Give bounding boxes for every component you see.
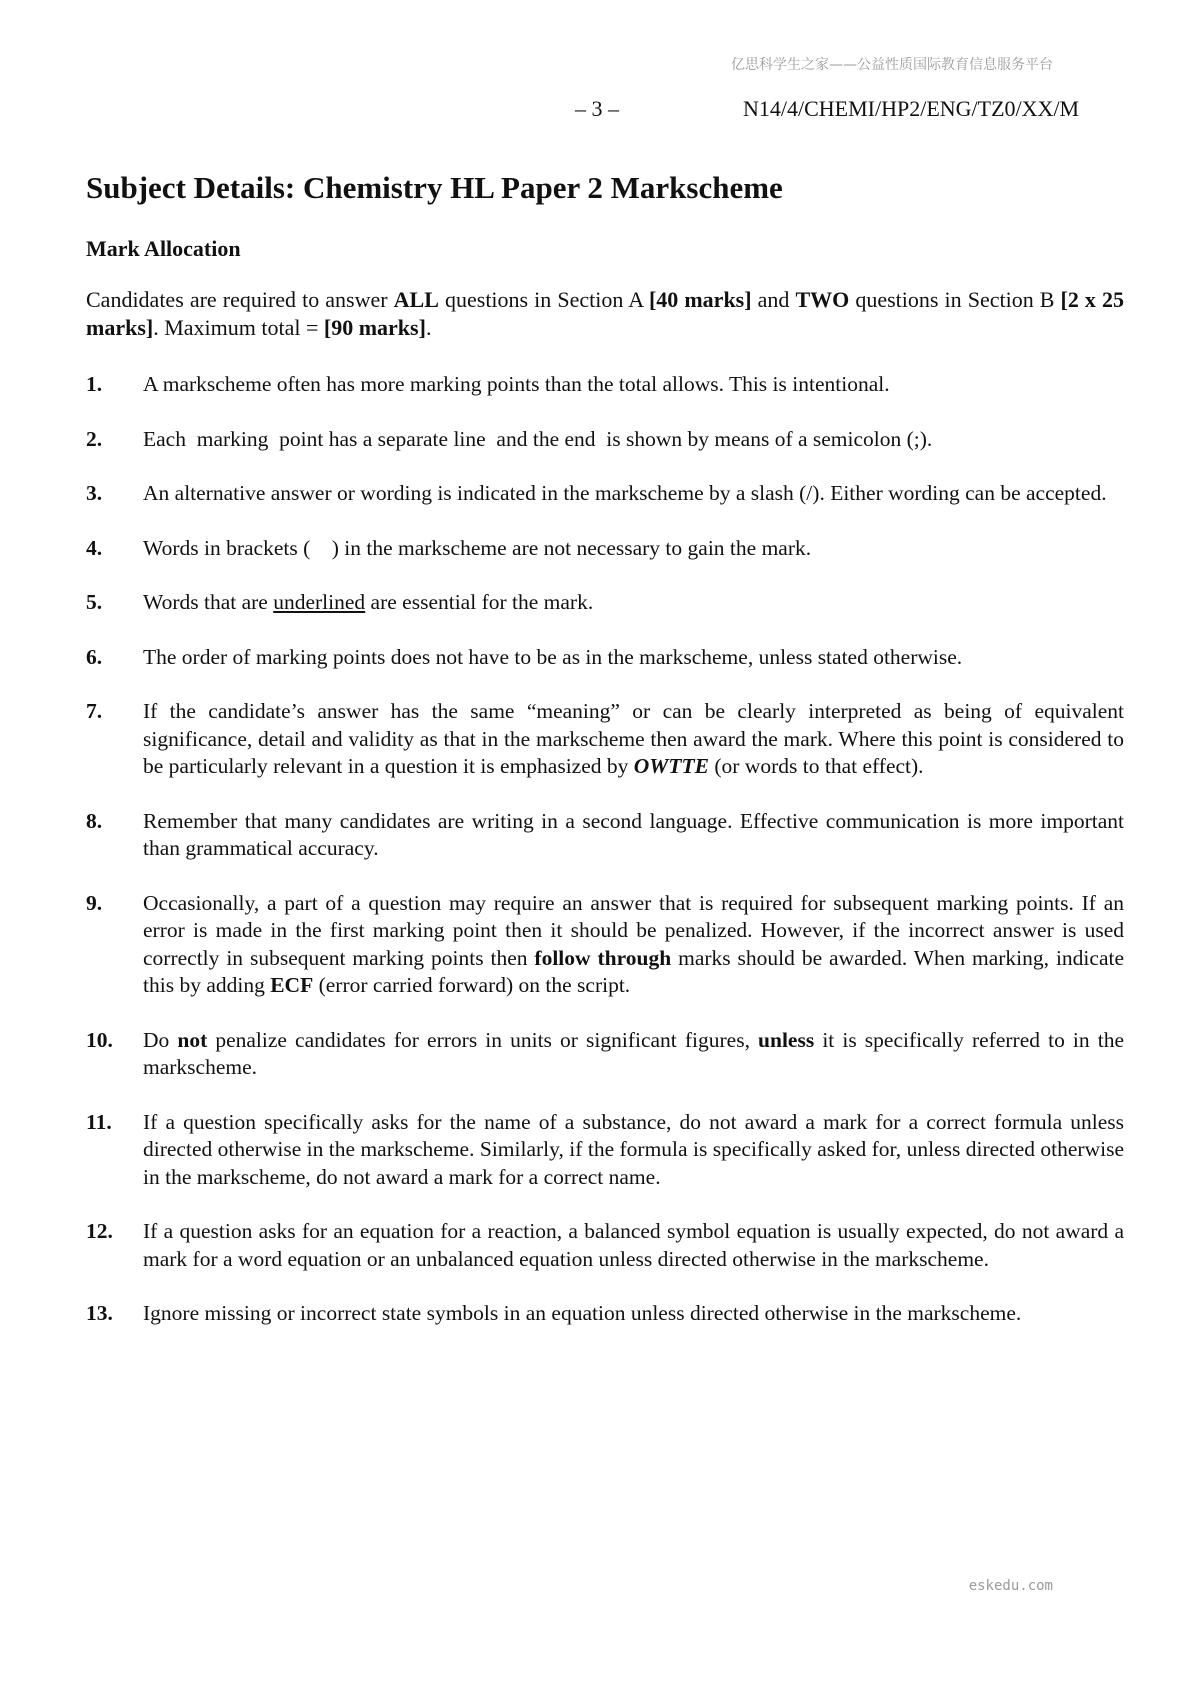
- rule-text: Do not penalize candidates for errors in units or significant figures, unless it is specifically referred to in the markscheme.: [143, 1027, 1124, 1079]
- rule-number: 1.: [86, 372, 103, 396]
- rule-number: 11.: [86, 1109, 112, 1134]
- rule-number: 6.: [86, 644, 103, 669]
- rule-text: Remember that many candidates are writing in a second language. Effective communication is more important than grammatical accuracy.: [143, 808, 1124, 860]
- rule-text: An alternative answer or wording is indicated in the markscheme by a slash (/). Either wording can be accepted.: [143, 481, 1107, 505]
- section-heading: Mark Allocation: [86, 236, 241, 261]
- rule-text: If a question specifically asks for the name of a substance, do not award a mark for a correct formula unless directed otherwise in the markscheme. Similarly, if the formula is specifically asked for, unless directed otherwise in the markscheme, do not award a mark for a correct name.: [143, 1109, 1124, 1189]
- watermark-top: 亿思科学生之家——公益性质国际教育信息服务平台: [731, 57, 1053, 73]
- rule-number: 2.: [86, 426, 103, 451]
- rule-item: [86, 589, 1124, 617]
- rule-number: 3.: [86, 481, 103, 505]
- rule-item: [86, 371, 1124, 399]
- rule-item: [86, 480, 1124, 508]
- rule-item: [86, 1300, 1124, 1328]
- rule-text: If the candidate’s answer has the same “meaning” or can be clearly interpreted as being of equivalent significance, detail and validity as that in the markscheme then award the mark. Where this point is considered to be particularly relevant in a question it is emphasized by OWTTE (or words to that effect).: [143, 699, 1124, 778]
- rule-number: 12.: [86, 1219, 113, 1243]
- rule-item: [86, 1218, 1124, 1273]
- rule-text: Words that are underlined are essential for the mark.: [143, 590, 594, 614]
- document-code: N14/4/CHEMI/HP2/ENG/TZ0/XX/M: [743, 96, 1080, 121]
- rule-number: 7.: [86, 699, 103, 723]
- intro-paragraph: Candidates are required to answer ALL questions in Section A [40 marks] and TWO questions in Section B [2 x 25 marks]. Maximum total = [90 marks].: [86, 287, 1124, 340]
- underlined-word: underlined: [273, 590, 366, 614]
- rule-item: [86, 890, 1124, 1000]
- rule-number: 8.: [86, 808, 103, 833]
- rule-text: Each marking point has a separate line and the end is shown by means of a semicolon (;).: [143, 426, 933, 451]
- rule-number: 4.: [86, 535, 103, 560]
- rule-number: 13.: [86, 1301, 113, 1325]
- marking-rules-list: [86, 371, 1124, 1355]
- owtte-term: OWTTE: [633, 754, 710, 778]
- page-number: – 3 –: [575, 96, 619, 121]
- rule-text: If a question asks for an equation for a reaction, a balanced symbol equation is usually expected, do not award a mark for a word equation or an unbalanced equation unless directed otherwise in the markscheme.: [143, 1219, 1124, 1271]
- rule-item: [86, 698, 1124, 781]
- rule-item: [86, 535, 1124, 563]
- rule-item: [86, 808, 1124, 863]
- rule-text: A markscheme often has more marking points than the total allows. This is intentional.: [143, 372, 890, 396]
- rule-item: [86, 1027, 1124, 1082]
- rule-text: The order of marking points does not have to be as in the markscheme, unless stated otherwise.: [143, 644, 963, 669]
- rule-item: [86, 1109, 1124, 1192]
- rule-item: [86, 644, 1124, 672]
- page-title: Subject Details: Chemistry HL Paper 2 Markscheme: [86, 170, 783, 205]
- watermark-bottom: eskedu.com: [968, 1578, 1053, 1594]
- rule-text: Words in brackets ( ) in the markscheme are not necessary to gain the mark.: [143, 535, 812, 560]
- rule-text: Occasionally, a part of a question may require an answer that is required for subsequent marking points. If an error is made in the first marking point then it should be penalized. However, if the incorrect answer is used correctly in subsequent marking points then follow through marks should be awarded. When marking, indicate this by adding ECF (error carried forward) on the script.: [143, 890, 1125, 997]
- rule-item: [86, 426, 1124, 454]
- rule-number: 10.: [86, 1027, 113, 1052]
- rule-number: 5.: [86, 590, 103, 614]
- rule-text: Ignore missing or incorrect state symbols in an equation unless directed otherwise in the markscheme.: [143, 1301, 1022, 1325]
- rule-number: 9.: [86, 890, 103, 915]
